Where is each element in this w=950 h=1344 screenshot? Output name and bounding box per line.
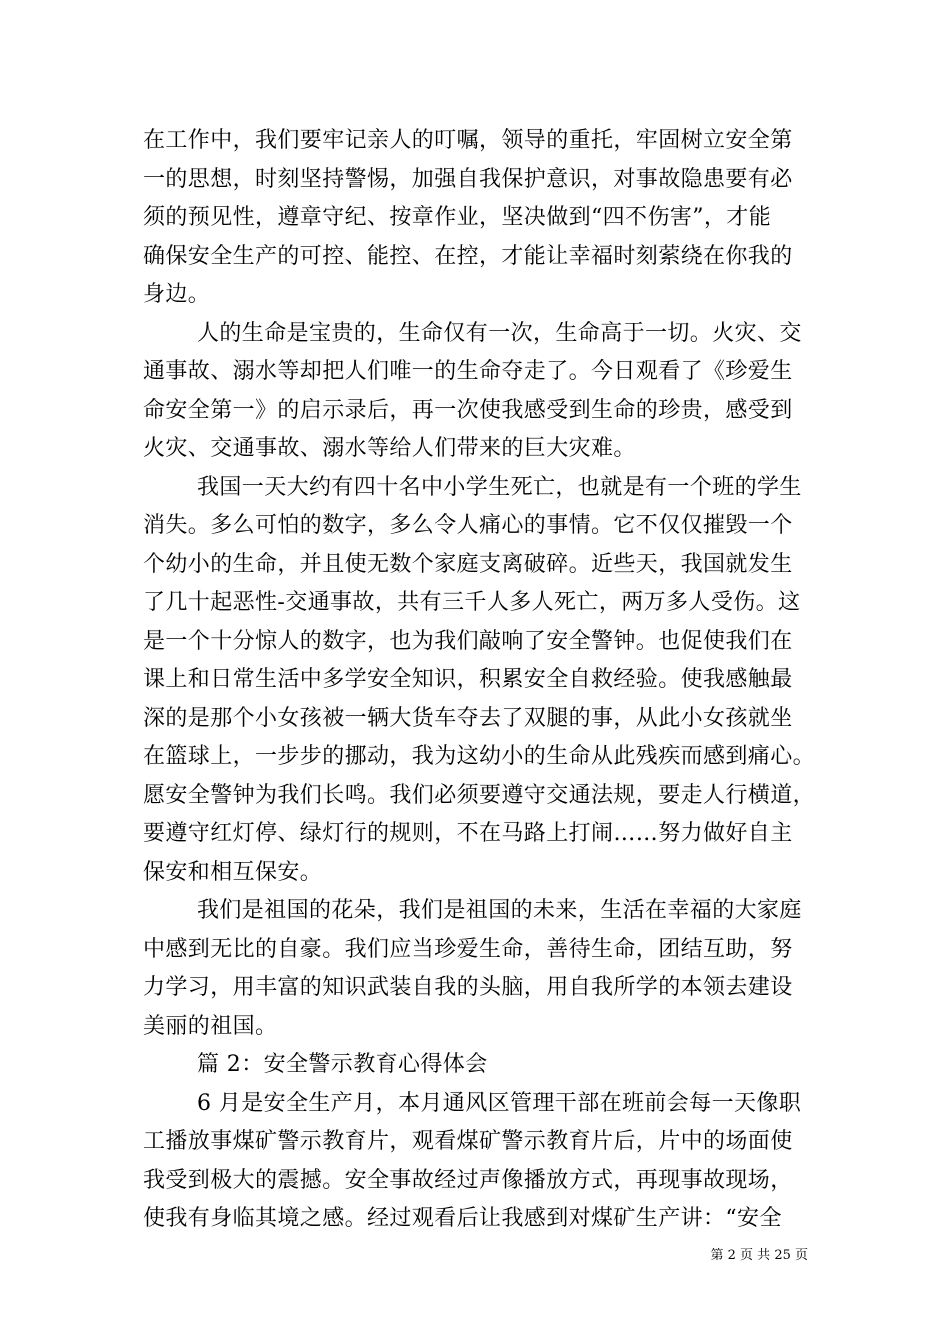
text-line: 人的生命是宝贵的，生命仅有一次，生命高于一切。火灾、交 <box>197 320 802 346</box>
text-line: 我国一天大约有四十名中小学生死亡，也就是有一个班的学生 <box>197 474 802 500</box>
text-line: 课上和日常生活中多学安全知识，积累安全自救经验。使我感触最 <box>143 667 793 692</box>
text-line: 深的是那个小女孩被一辆大货车夺去了双腿的事，从此小女孩就坐 <box>143 705 793 731</box>
text-line: 工播放事煤矿警示教育片，观看煤矿警示教育片后，片中的场面使 <box>143 1129 793 1154</box>
text-line: 火灾、交通事故、溺水等给人们带来的巨大灾难。 <box>143 436 636 461</box>
text-line: 了几十起恶性-交通事故，共有三千人多人死亡，两万多人受伤。这 <box>143 590 801 615</box>
text-line: 中感到无比的自豪。我们应当珍爱生命，善待生命，团结互助，努 <box>143 936 793 962</box>
page-number: 第 2 页 共 25 页 <box>710 1248 808 1263</box>
text-line: 是一个十分惊人的数字，也为我们敲响了安全警钟。也促使我们在 <box>143 628 793 654</box>
text-line: 身边。 <box>143 282 211 307</box>
text-line: 美丽的祖国。 <box>143 1013 278 1039</box>
text-line: 须的预见性，遵章守纪、按章作业，坚决做到“四不伤害”，才能 <box>143 205 772 230</box>
text-line: 个幼小的生命，并且使无数个家庭支离破碎。近些天，我国就发生 <box>143 551 793 577</box>
text-line: 消失。多么可怕的数字，多么令人痛心的事情。它不仅仅摧毁一个 <box>143 513 793 538</box>
document-body <box>143 122 818 1239</box>
text-line: 愿安全警钟为我们长鸣。我们必须要遵守交通法规，要走人行横道， <box>143 782 816 808</box>
text-line: 力学习，用丰富的知识武装自我的头脑，用自我所学的本领去建设 <box>143 975 793 1000</box>
text-line: 篇 2：安全警示教育心得体会 <box>197 1052 488 1077</box>
text-line: 保安和相互保安。 <box>143 859 323 885</box>
text-line: 确保安全生产的可控、能控、在控，才能让幸福时刻萦绕在你我的 <box>143 243 793 269</box>
text-line: 要遵守红灯停、绿灯行的规则，不在马路上打闹……努力做好自主 <box>143 821 793 846</box>
text-line: 命安全第一》的启示录后，再一次使我感受到生命的珍贵，感受到 <box>143 397 793 423</box>
text-line: 6 月是安全生产月，本月通风区管理干部在班前会每一天像职 <box>197 1090 802 1116</box>
text-line: 在工作中，我们要牢记亲人的叮嘱，领导的重托，牢固树立安全第 <box>143 128 793 153</box>
text-line: 使我有身临其境之感。经过观看后让我感到对煤矿生产讲：“安全 <box>143 1206 782 1231</box>
text-line: 通事故、溺水等却把人们唯一的生命夺走了。今日观看了《珍爱生 <box>143 359 793 384</box>
text-line: 我受到极大的震撼。安全事故经过声像播放方式，再现事故现场， <box>143 1167 793 1193</box>
text-line: 在篮球上，一步步的挪动，我为这幼小的生命从此残疾而感到痛心。 <box>143 744 816 769</box>
text-line: 我们是祖国的花朵，我们是祖国的未来，生活在幸福的大家庭 <box>197 898 802 923</box>
text-line: 一的思想，时刻坚持警惕，加强自我保护意识，对事故隐患要有必 <box>143 166 793 192</box>
